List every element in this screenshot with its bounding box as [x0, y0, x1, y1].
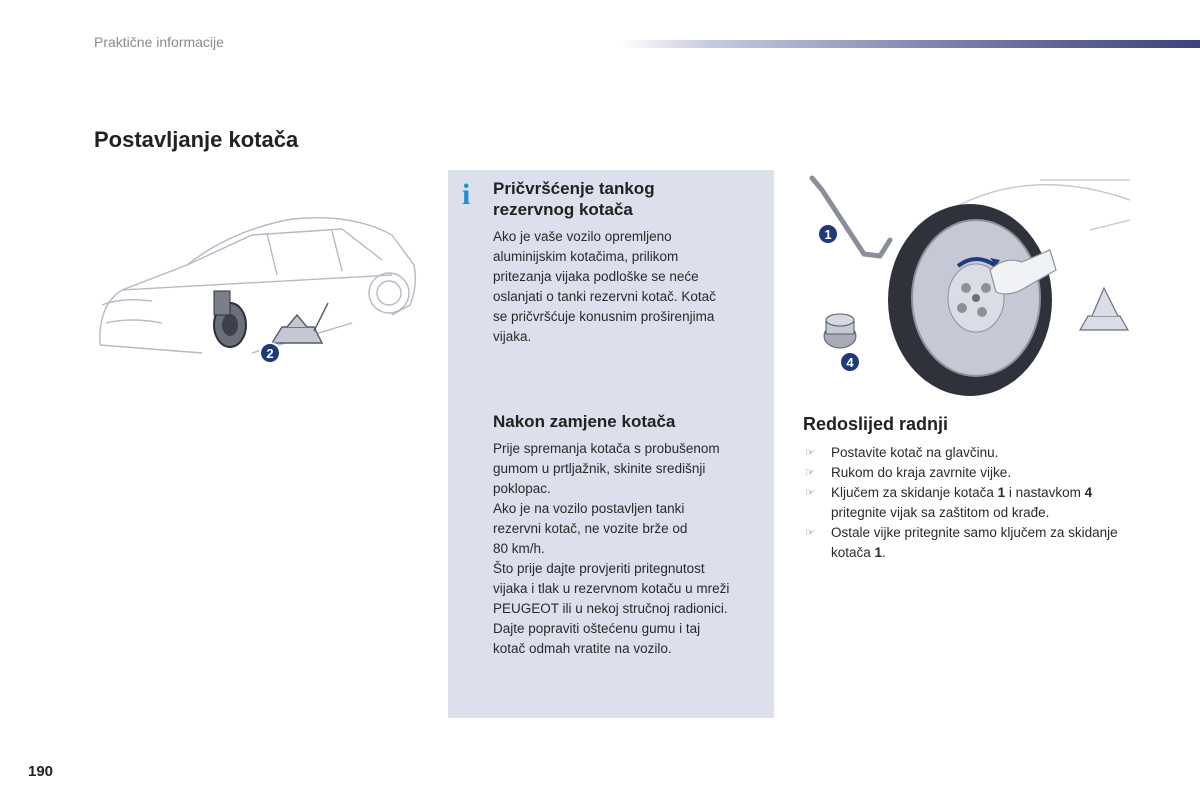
info-paragraph-after-change — [493, 439, 768, 659]
text-line: kotač odmah vratite na vozilo. — [493, 641, 672, 656]
pointing-hand-icon: ☞ — [805, 447, 815, 459]
callout-2 — [260, 343, 280, 363]
text-line: Što prije dajte provjeriti pritegnutost — [493, 561, 705, 576]
pointing-hand-icon: ☞ — [805, 527, 815, 539]
header-gradient-bar — [620, 40, 1200, 48]
info-heading-line: Pričvršćenje tankog — [493, 179, 655, 198]
anti-theft-bolt-illustration — [824, 314, 856, 348]
text-line: vijaka i tlak u rezervnom kotaču u mreži — [493, 581, 730, 596]
brake-disc-illustration — [214, 291, 246, 347]
info-paragraph-spare-wheel — [493, 227, 768, 347]
text-line: PEUGEOT ili u nekoj stručnoj radionici. — [493, 601, 728, 616]
text-line: oslanjati o tanki rezervni kotač. Kotač — [493, 289, 716, 304]
text-line: Ako je vaše vozilo opremljeno — [493, 229, 672, 244]
info-heading-line: rezervnog kotača — [493, 200, 633, 219]
callout-1-label: 1 — [824, 227, 832, 242]
info-heading-after-change: Nakon zamjene kotača — [493, 412, 676, 431]
text-line: se pričvršćuje konusnim proširenjima — [493, 309, 715, 324]
text-line: Prije spremanja kotača s probušenom — [493, 441, 720, 456]
text-line: Dajte popraviti oštećenu gumu i taj — [493, 621, 701, 636]
spare-wheel-illustration — [888, 204, 1052, 396]
step-text: . — [882, 545, 886, 560]
step-text: Rukom do kraja zavrnite vijke. — [831, 465, 1012, 480]
running-header: Praktične informacije — [94, 34, 224, 50]
step-text: Ostale vijke pritegnite samo ključem za skidanje kotača — [831, 525, 1118, 560]
callout-4 — [840, 352, 860, 372]
pointing-hand-icon: ☞ — [805, 467, 815, 479]
page-title: Postavljanje kotača — [94, 127, 299, 152]
wrench-illustration — [812, 178, 890, 256]
text-line: Ako je na vozilo postavljen tanki — [493, 501, 685, 516]
steps-list — [805, 443, 1135, 563]
step-ref-number: 1 — [997, 485, 1006, 500]
car-jack-illustration — [92, 205, 427, 380]
callout-4-label: 4 — [846, 355, 854, 370]
info-heading-spare-wheel — [493, 178, 763, 220]
step-text: Ključem za skidanje kotača — [831, 485, 998, 500]
text-line: poklopac. — [493, 481, 551, 496]
step-item — [805, 483, 1135, 523]
step-item — [805, 443, 1135, 463]
text-line: gumom u prtljažnik, skinite središnji — [493, 461, 706, 476]
small-jack-illustration — [1080, 288, 1128, 330]
steps-heading: Redoslijed radnji — [803, 414, 949, 434]
step-text: pritegnite vijak sa zaštitom od krađe. — [831, 505, 1050, 520]
wheel-fitting-illustration — [800, 170, 1132, 402]
step-ref-number: 1 — [874, 545, 883, 560]
callout-1 — [818, 224, 838, 244]
step-item — [805, 523, 1135, 563]
page-number: 190 — [28, 763, 54, 780]
text-line: pritezanja vijaka podloške se neće — [493, 269, 699, 284]
text-line: vijaka. — [493, 329, 532, 344]
text-line: aluminijskim kotačima, prilikom — [493, 249, 679, 264]
pointing-hand-icon: ☞ — [805, 487, 815, 499]
step-text: Postavite kotač na glavčinu. — [831, 445, 999, 460]
info-icon: i — [462, 178, 471, 211]
step-item — [805, 463, 1135, 483]
text-line: 80 km/h. — [493, 541, 545, 556]
text-line: rezervni kotač, ne vozite brže od — [493, 521, 688, 536]
jack-illustration — [272, 303, 328, 343]
callout-2-label: 2 — [266, 346, 274, 361]
step-ref-number: 4 — [1084, 485, 1093, 500]
step-text: i nastavkom — [1005, 485, 1085, 500]
